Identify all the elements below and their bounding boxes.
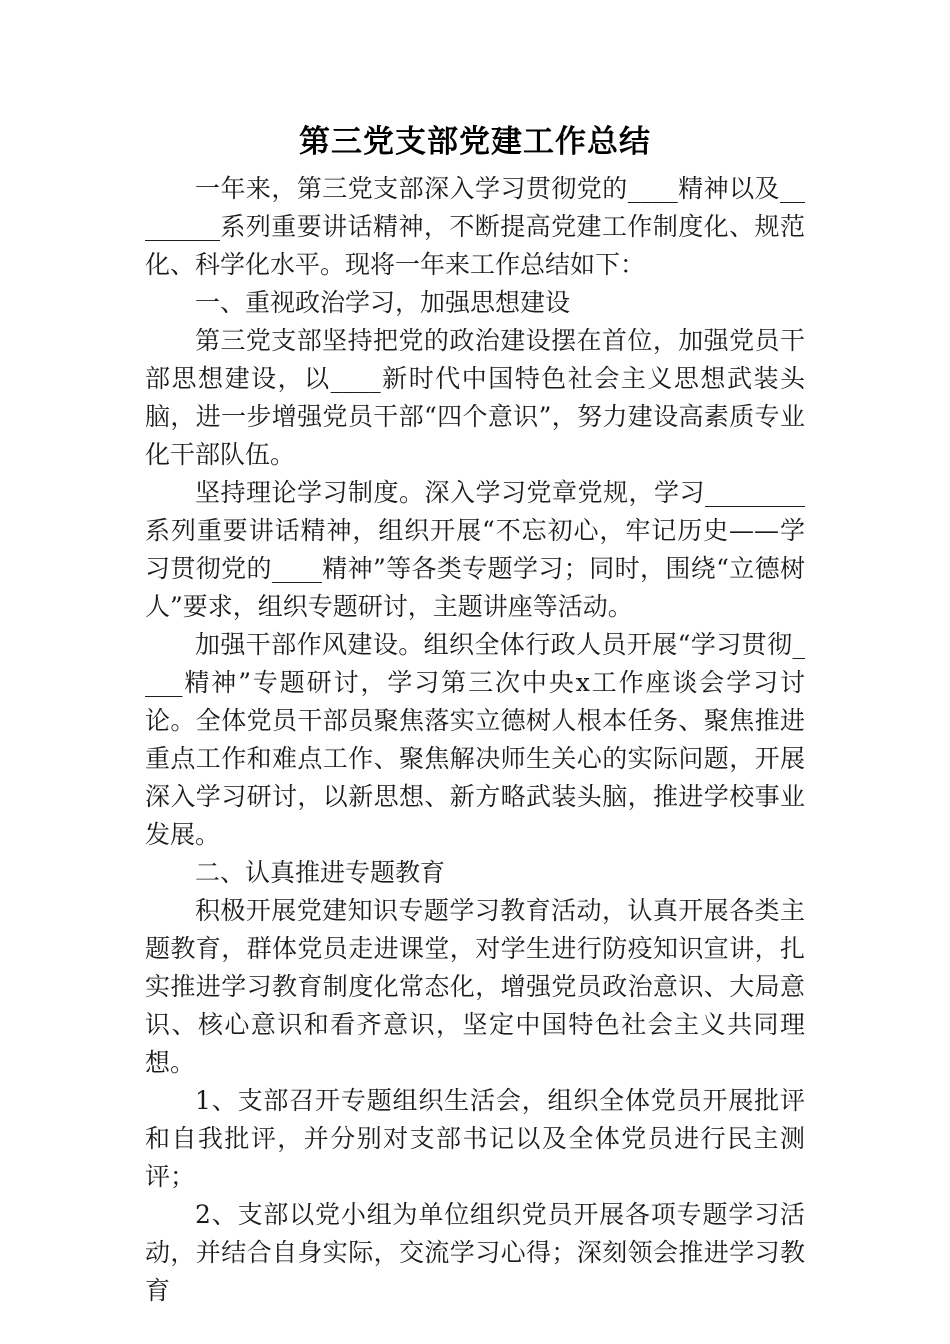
section-heading-2: 二、认真推进专题教育 [195, 858, 446, 887]
body-paragraph: 加强干部作风建设。组织全体行政人员开展“学习贯彻____精神”专题研讨，学习第三次中央x工作座谈会学习讨论。全体党员干部员聚焦落实立德树人根本任务、聚焦推进重点工作和难点工作、聚焦解决师生关心的实际问题，开展深入学习研讨，以新思想、新方略武装头脑，推进学校事业发展。 [145, 630, 805, 849]
body-paragraph: 坚持理论学习制度。深入学习党章党规，学习________系列重要讲话精神，组织开展“不忘初心，牢记历史——学习贯彻党的____精神”等各类专题学习；同时，围绕“立德树人”要求，组织专题研讨，主题讲座等活动。 [145, 478, 805, 621]
intro-paragraph: 一年来，第三党支部深入学习贯彻党的____精神以及________系列重要讲话精神，不断提高党建工作制度化、规范化、科学化水平。现将一年来工作总结如下： [145, 174, 805, 279]
section-heading-1: 一、重视政治学习，加强思想建设 [195, 288, 571, 317]
list-item: 1、支部召开专题组织生活会，组织全体党员开展批评和自我批评，并分别对支部书记以及全体党员进行民主测评； [145, 1086, 805, 1191]
list-item: 2、支部以党小组为单位组织党员开展各项专题学习活动，并结合自身实际，交流学习心得；深刻领会推进学习教育 [145, 1200, 805, 1305]
body-paragraph: 第三党支部坚持把党的政治建设摆在首位，加强党员干部思想建设，以____新时代中国特色社会主义思想武装头脑，进一步增强党员干部“四个意识”，努力建设高素质专业化干部队伍。 [145, 326, 805, 469]
body-paragraph: 积极开展党建知识专题学习教育活动，认真开展各类主题教育，群体党员走进课堂，对学生进行防疫知识宣讲，扎实推进学习教育制度化常态化，增强党员政治意识、大局意识、核心意识和看齐意识，坚定中国特色社会主义共同理想。 [145, 896, 805, 1077]
document-title: 第三党支部党建工作总结 [299, 124, 651, 160]
document-body [145, 170, 805, 1310]
